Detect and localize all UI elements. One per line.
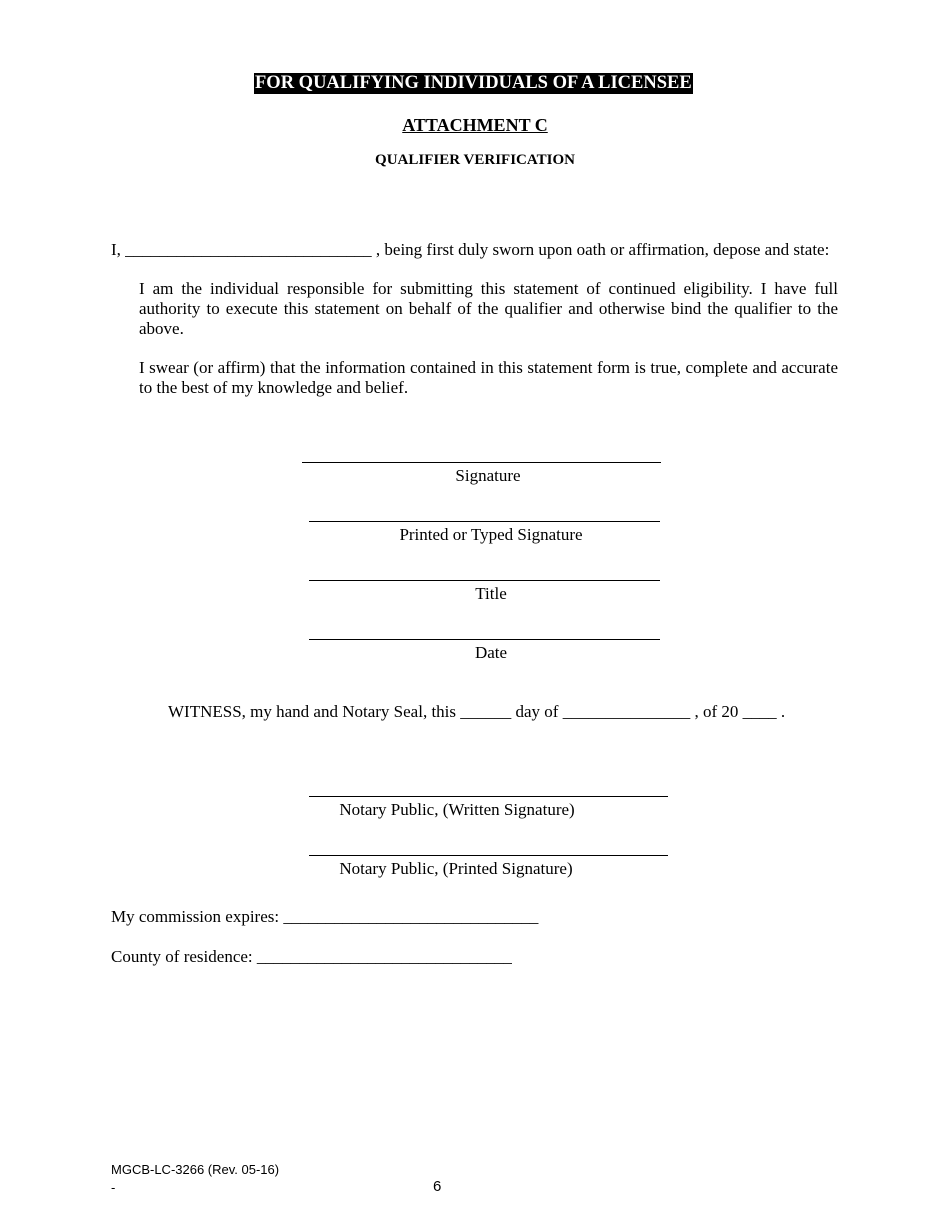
date-label: Date [474,643,508,662]
page-number: 6 [433,1178,442,1195]
title-label: Title [475,584,507,603]
form-subtitle: QUALIFIER VERIFICATION [375,152,575,168]
attachment-title: ATTACHMENT C [402,115,548,135]
commission-expires-field[interactable]: My commission expires: ______________________________ [111,907,539,926]
notary-printed-signature-label: Notary Public, (Printed Signature) [339,859,573,878]
county-of-residence-field[interactable]: County of residence: ______________________________ [111,947,512,966]
printed-signature-label: Printed or Typed Signature [399,525,583,544]
notary-printed-signature-line[interactable] [309,855,668,856]
oath-statement: I, _____________________________ , being first duly sworn upon oath or affirmation, depose and state: [111,240,830,259]
title-line[interactable] [309,580,660,581]
affirmation-paragraph: I swear (or affirm) that the information contained in this statement form is true, complete and accurate to the best of my knowledge and belief. [139,358,838,397]
form-banner-heading: FOR QUALIFYING INDIVIDUALS OF A LICENSEE [255,73,692,93]
notary-written-signature-line[interactable] [309,796,668,797]
signature-label: Signature [455,466,521,485]
form-id: MGCB-LC-3266 (Rev. 05-16) [111,1162,280,1177]
witness-statement: WITNESS, my hand and Notary Seal, this ______ day of _______________ , of 20 ____ . [168,702,786,721]
date-line[interactable] [309,639,660,640]
responsibility-paragraph: I am the individual responsible for submitting this statement of continued eligibility. I have full authority to execute this statement on behalf of the qualifier and otherwise bind the qualifier to the above. [139,279,838,338]
footer-dash: - [111,1180,116,1195]
notary-written-signature-label: Notary Public, (Written Signature) [339,800,575,819]
signature-line[interactable] [302,462,661,463]
printed-signature-line[interactable] [309,521,660,522]
